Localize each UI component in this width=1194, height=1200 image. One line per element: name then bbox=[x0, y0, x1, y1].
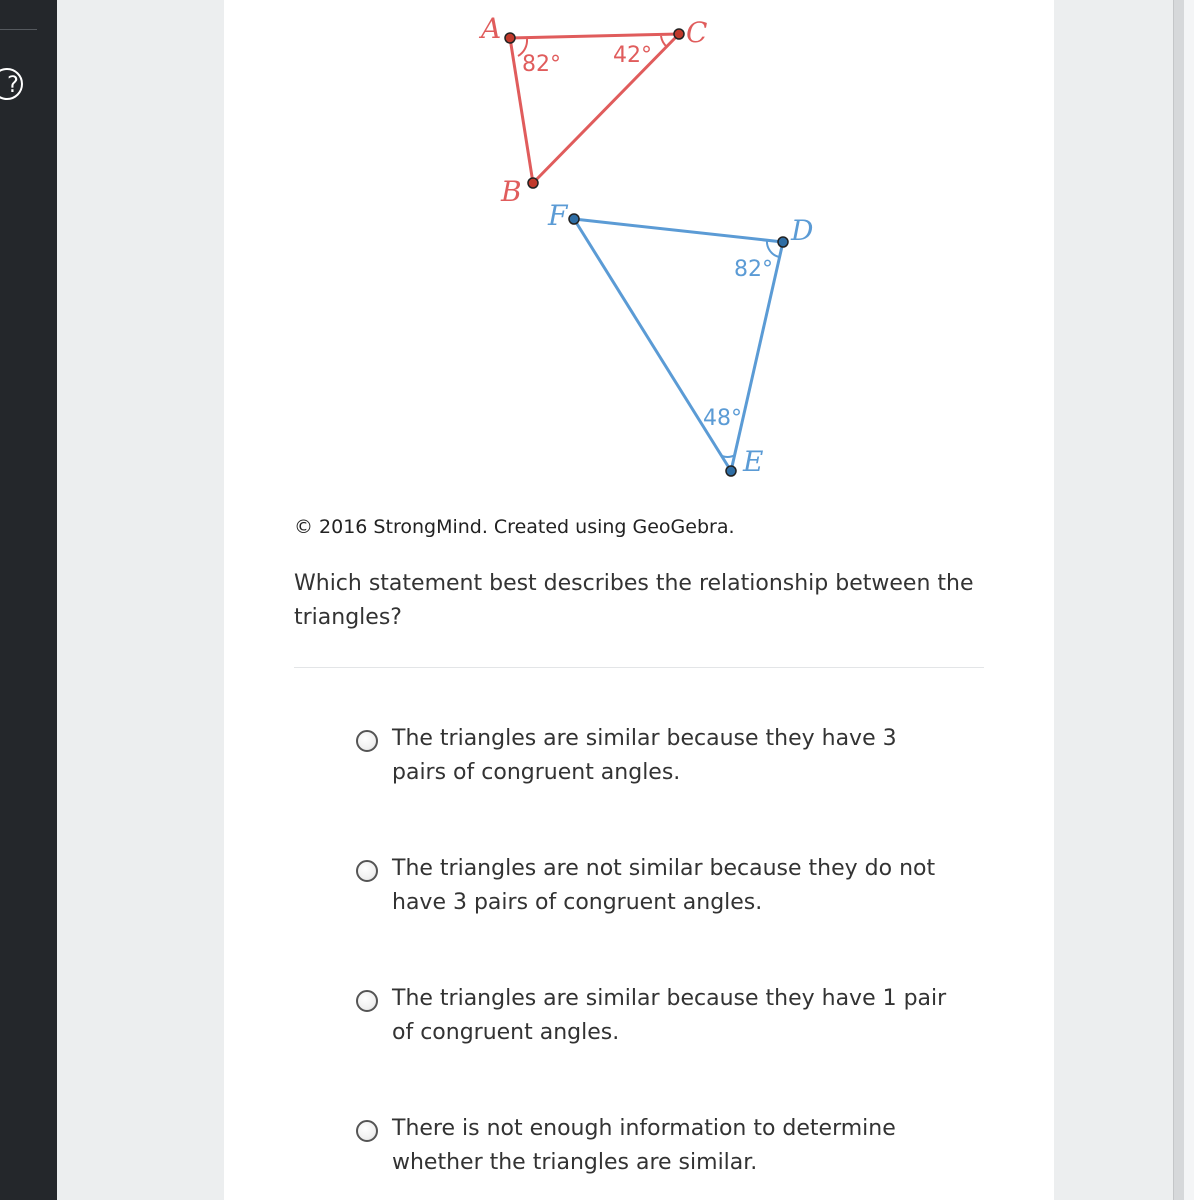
answer-option-label: There is not enough information to determine whether the triangles are similar. bbox=[392, 1116, 896, 1175]
angle-label-a: 82° bbox=[522, 52, 561, 77]
label-f: F bbox=[548, 199, 568, 232]
vertex-f bbox=[569, 214, 579, 224]
vertex-a bbox=[505, 33, 515, 43]
label-e: E bbox=[743, 445, 764, 478]
angle-arc-e bbox=[722, 455, 735, 457]
label-d: D bbox=[791, 214, 814, 247]
vertex-c bbox=[674, 29, 684, 39]
question-text: Which statement best describes the relationship between the triangles? bbox=[294, 571, 974, 630]
answer-option-label: The triangles are similar because they have 3 pairs of congruent angles. bbox=[392, 726, 897, 785]
angle-label-c: 42° bbox=[613, 43, 652, 68]
label-b: B bbox=[501, 175, 522, 208]
angle-label-e: 48° bbox=[703, 406, 742, 431]
answer-option-label: The triangles are similar because they have 1 pair of congruent angles. bbox=[392, 986, 947, 1045]
image-credit: © 2016 StrongMind. Created using GeoGebra. bbox=[294, 516, 735, 538]
vertex-e bbox=[726, 466, 736, 476]
vertex-b bbox=[528, 178, 538, 188]
divider bbox=[294, 667, 984, 668]
radio-button[interactable] bbox=[356, 1120, 378, 1142]
segment-ac bbox=[510, 34, 679, 38]
vertex-d bbox=[778, 237, 788, 247]
triangle-def-vertices bbox=[569, 214, 788, 476]
answer-option-label: The triangles are not similar because they do not have 3 pairs of congruent angles. bbox=[392, 856, 936, 915]
angle-arc-c bbox=[661, 36, 667, 47]
segment-fd bbox=[574, 219, 783, 242]
help-icon[interactable]: ? bbox=[0, 68, 23, 100]
angle-label-d: 82° bbox=[734, 257, 773, 282]
segment-fe bbox=[574, 219, 731, 471]
radio-button[interactable] bbox=[356, 730, 378, 752]
radio-button[interactable] bbox=[356, 860, 378, 882]
radio-button[interactable] bbox=[356, 990, 378, 1012]
label-a: A bbox=[481, 12, 502, 45]
triangle-figure bbox=[0, 0, 1194, 500]
label-c: C bbox=[686, 16, 708, 49]
